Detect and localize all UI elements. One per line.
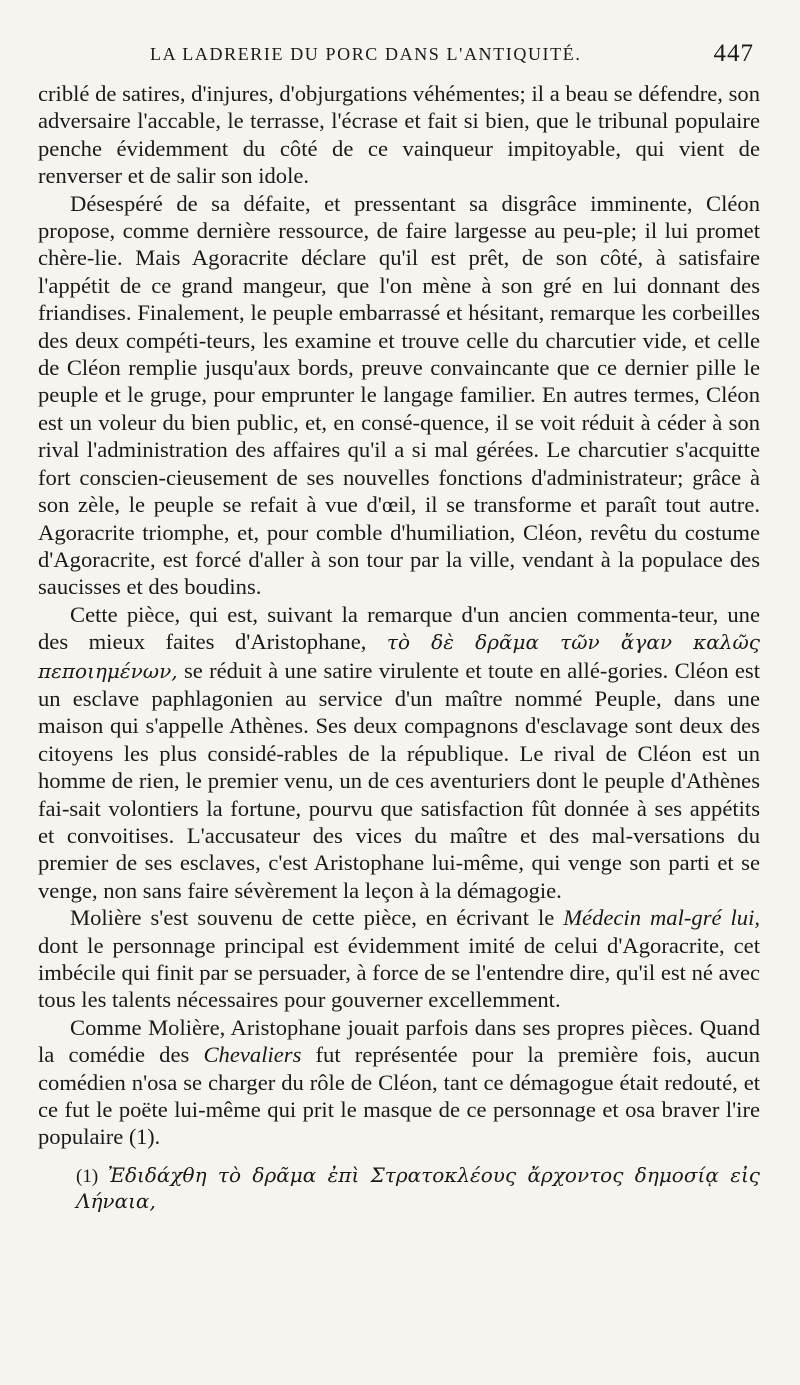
greek-quote: τὸ δὲ δρᾶμα τῶν ἄγαν καλῶς πεποιημένων, [38, 630, 760, 683]
paragraph-3 [38, 601, 760, 904]
paragraph-1: criblé de satires, d'injures, d'objurgations véhémentes; il a beau se défendre, son adversaire l'accable, le terrasse, l'écrase et fait si bien, que le tribunal populaire penche évidemment du côté de ce vainqueur impitoyable, qui vient de renverser et de salir son idole. [38, 81, 760, 189]
work-title-medecin: Médecin mal-gré lui, [563, 905, 760, 931]
running-title: LA LADRERIE DU PORC DANS L'ANTIQUITÉ. [150, 44, 582, 64]
footnote-mark: (1) [76, 1165, 99, 1187]
paragraph-5-text-a: Comme Molière, Aristophane jouait parfois dans ses propres pièces. Quand la comédie des [38, 1014, 760, 1068]
paragraph-3-text-b: se réduit à une satire virulente et toute en allé-gories. Cléon est un esclave paphlagonien au service d'un maître nommé Peuple, dans une maison qui s'appelle Athènes. Ses deux compagnons d'esclavage sont deux des citoyens les plus considé-rables de la république. Le rival de Cléon est un homme de rien, le premier venu, un de ces aventuriers dont le peuple d'Athènes fai-sait volontiers la fortune, pourvu que satisfaction fût donnée à ses appétits et convoitises. L'accusateur des vices du maître et des mal-versations du premier de ses esclaves, c'est Aristophane lui-même, qui venge son parti et se venge, non sans faire sévèrement la leçon à la démagogie. [38, 657, 760, 903]
paragraph-5 [38, 1014, 760, 1151]
work-title-chevaliers: Chevaliers [203, 1042, 302, 1068]
running-head [38, 40, 760, 80]
paragraph-4-text-b: dont le personnage principal est évidemment imité de celui d'Agoracrite, cet imbécile qui finit par se persuader, à force de se l'entendre dire, qu'il est né avec tous les talents nécessaires pour gouverner excellemment. [38, 932, 760, 1013]
footnote [38, 1163, 760, 1215]
body-text [38, 80, 760, 1151]
page-number: 447 [713, 40, 754, 67]
paragraph-2: Désespéré de sa défaite, et pressentant sa disgrâce imminente, Cléon propose, comme dernière ressource, de faire largesse au peu-ple; il lui promet chère-lie. Mais Agoracrite déclare qu'il est prêt, de son côté, à satisfaire l'appétit de ce grand mangeur, que l'on mène à son gré en lui donnant des friandises. Finalement, le peuple embarrassé et hésitant, remarque les corbeilles des deux compéti-teurs, les examine et trouve celle du charcutier vide, et celle de Cléon remplie jusqu'aux bords, preuve convaincante que ce dernier pille le peuple et le gruge, pour emprunter le langage familier. En autres termes, Cléon est un voleur du bien public, et, en consé-quence, il se voit réduit à céder à son rival l'administration des affaires qu'il a si mal gérées. Le charcutier s'acquitte fort conscien-cieusement de ses nouvelles fonctions d'administrateur; grâce à son zèle, le peuple se refait à vue d'œil, il se transforme et paraît tout autre. Agoracrite triomphe, et, pour comble d'humiliation, Cléon, revêtu du costume d'Agoracrite, est forcé d'aller à son tour par la ville, vendant à la populace des saucisses et des boudins. [38, 190, 760, 600]
footnote-text: Ἐδιδάχθη τὸ δρᾶμα ἐπὶ Στρατοκλέους ἄρχοντος δημοσίᾳ εἰς Λήναια, [76, 1162, 760, 1213]
paragraph-3-text-a: Cette pièce, qui est, suivant la remarque d'un ancien commenta-teur, une des mieux faites d'Aristophane, [38, 601, 760, 655]
paragraph-4 [38, 904, 760, 1014]
paragraph-5-text-b: fut représentée pour la première fois, aucun comédien n'osa se charger du rôle de Cléon, tant ce démagogue était redouté, et ce fut le poëte lui-même qui prit le masque de ce personnage et osa braver l'ire populaire [38, 1042, 760, 1150]
paragraph-4-text-a: Molière s'est souvenu de cette pièce, en écrivant le [70, 905, 555, 931]
footnote-reference: (1). [128, 1124, 161, 1150]
